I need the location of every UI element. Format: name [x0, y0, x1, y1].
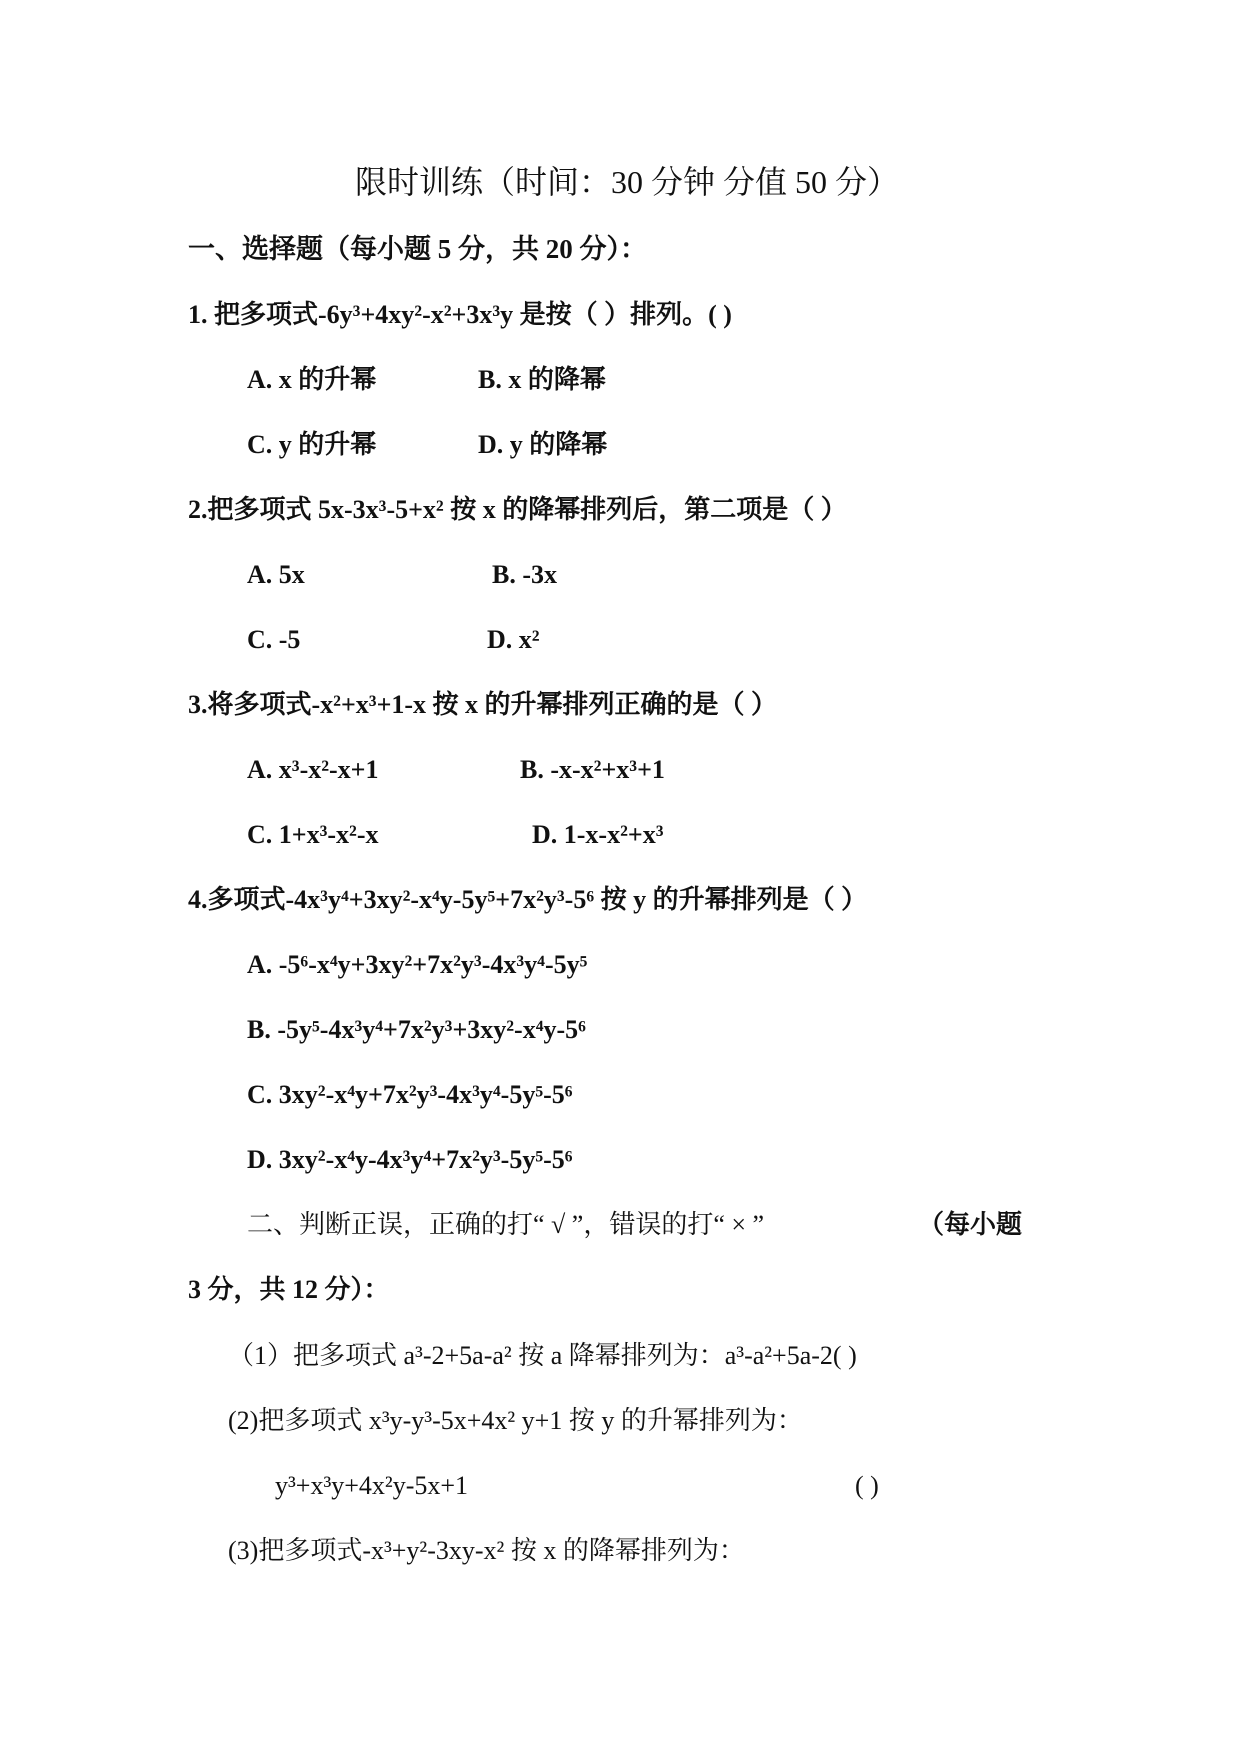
question-4-stem: 4.多项式-4x³y⁴+3xy²-x⁴y-5y⁵+7x²y³-5⁶ 按 y 的升幂排列是（ ）: [188, 885, 868, 914]
judge-item-2-answer: y³+x³y+4x²y-5x+1: [275, 1471, 469, 1500]
question-1-option-a: A. x 的升幂: [247, 365, 377, 394]
question-1-option-b: B. x 的降幂: [478, 365, 606, 394]
question-2-option-a: A. 5x: [247, 560, 305, 589]
question-3-option-d: D. 1-x-x²+x³: [532, 820, 664, 849]
question-2-option-b: B. -3x: [492, 560, 557, 589]
question-1-option-d: D. y 的降幂: [478, 430, 608, 459]
question-4-option-b: B. -5y⁵-4x³y⁴+7x²y³+3xy²-x⁴y-5⁶: [247, 1015, 586, 1044]
question-3-option-c: C. 1+x³-x²-x: [247, 820, 379, 849]
section1-heading: 一、选择题（每小题 5 分，共 20 分）：: [188, 234, 647, 264]
question-3-stem: 3.将多项式-x²+x³+1-x 按 x 的升幂排列正确的是（ ）: [188, 690, 778, 719]
question-1-option-c: C. y 的升幂: [247, 430, 377, 459]
question-3-option-b: B. -x-x²+x³+1: [520, 755, 665, 784]
question-3-option-a: A. x³-x²-x+1: [247, 755, 379, 784]
question-4-option-a: A. -5⁶-x⁴y+3xy²+7x²y³-4x³y⁴-5y⁵: [247, 950, 588, 979]
section2-heading-score: （每小题: [918, 1210, 1023, 1239]
section2-heading: 二、判断正误，正确的打“ √ ”，错误的打“ × ”: [247, 1210, 765, 1239]
question-2-option-d: D. x²: [487, 625, 540, 654]
page-title: 限时训练（时间：30 分钟 分值 50 分）: [355, 164, 900, 200]
question-4-option-d: D. 3xy²-x⁴y-4x³y⁴+7x²y³-5y⁵-5⁶: [247, 1145, 573, 1174]
judge-item-2-bracket: ( ): [855, 1471, 879, 1500]
question-2-stem: 2.把多项式 5x-3x³-5+x² 按 x 的降幂排列后，第二项是（ ）: [188, 495, 847, 524]
judge-item-1: （1）把多项式 a³-2+5a-a² 按 a 降幂排列为：a³-a²+5a-2( ): [228, 1341, 857, 1370]
question-1-stem: 1. 把多项式-6y³+4xy²-x²+3x³y 是按（ ）排列。( ): [188, 300, 732, 329]
judge-item-3: (3)把多项式-x³+y²-3xy-x² 按 x 的降幂排列为：: [228, 1536, 745, 1565]
question-2-option-c: C. -5: [247, 625, 301, 654]
question-4-option-c: C. 3xy²-x⁴y+7x²y³-4x³y⁴-5y⁵-5⁶: [247, 1080, 573, 1109]
section2-heading-line2: 3 分，共 12 分）：: [188, 1275, 390, 1304]
judge-item-2: (2)把多项式 x³y-y³-5x+4x² y+1 按 y 的升幂排列为：: [228, 1406, 803, 1435]
